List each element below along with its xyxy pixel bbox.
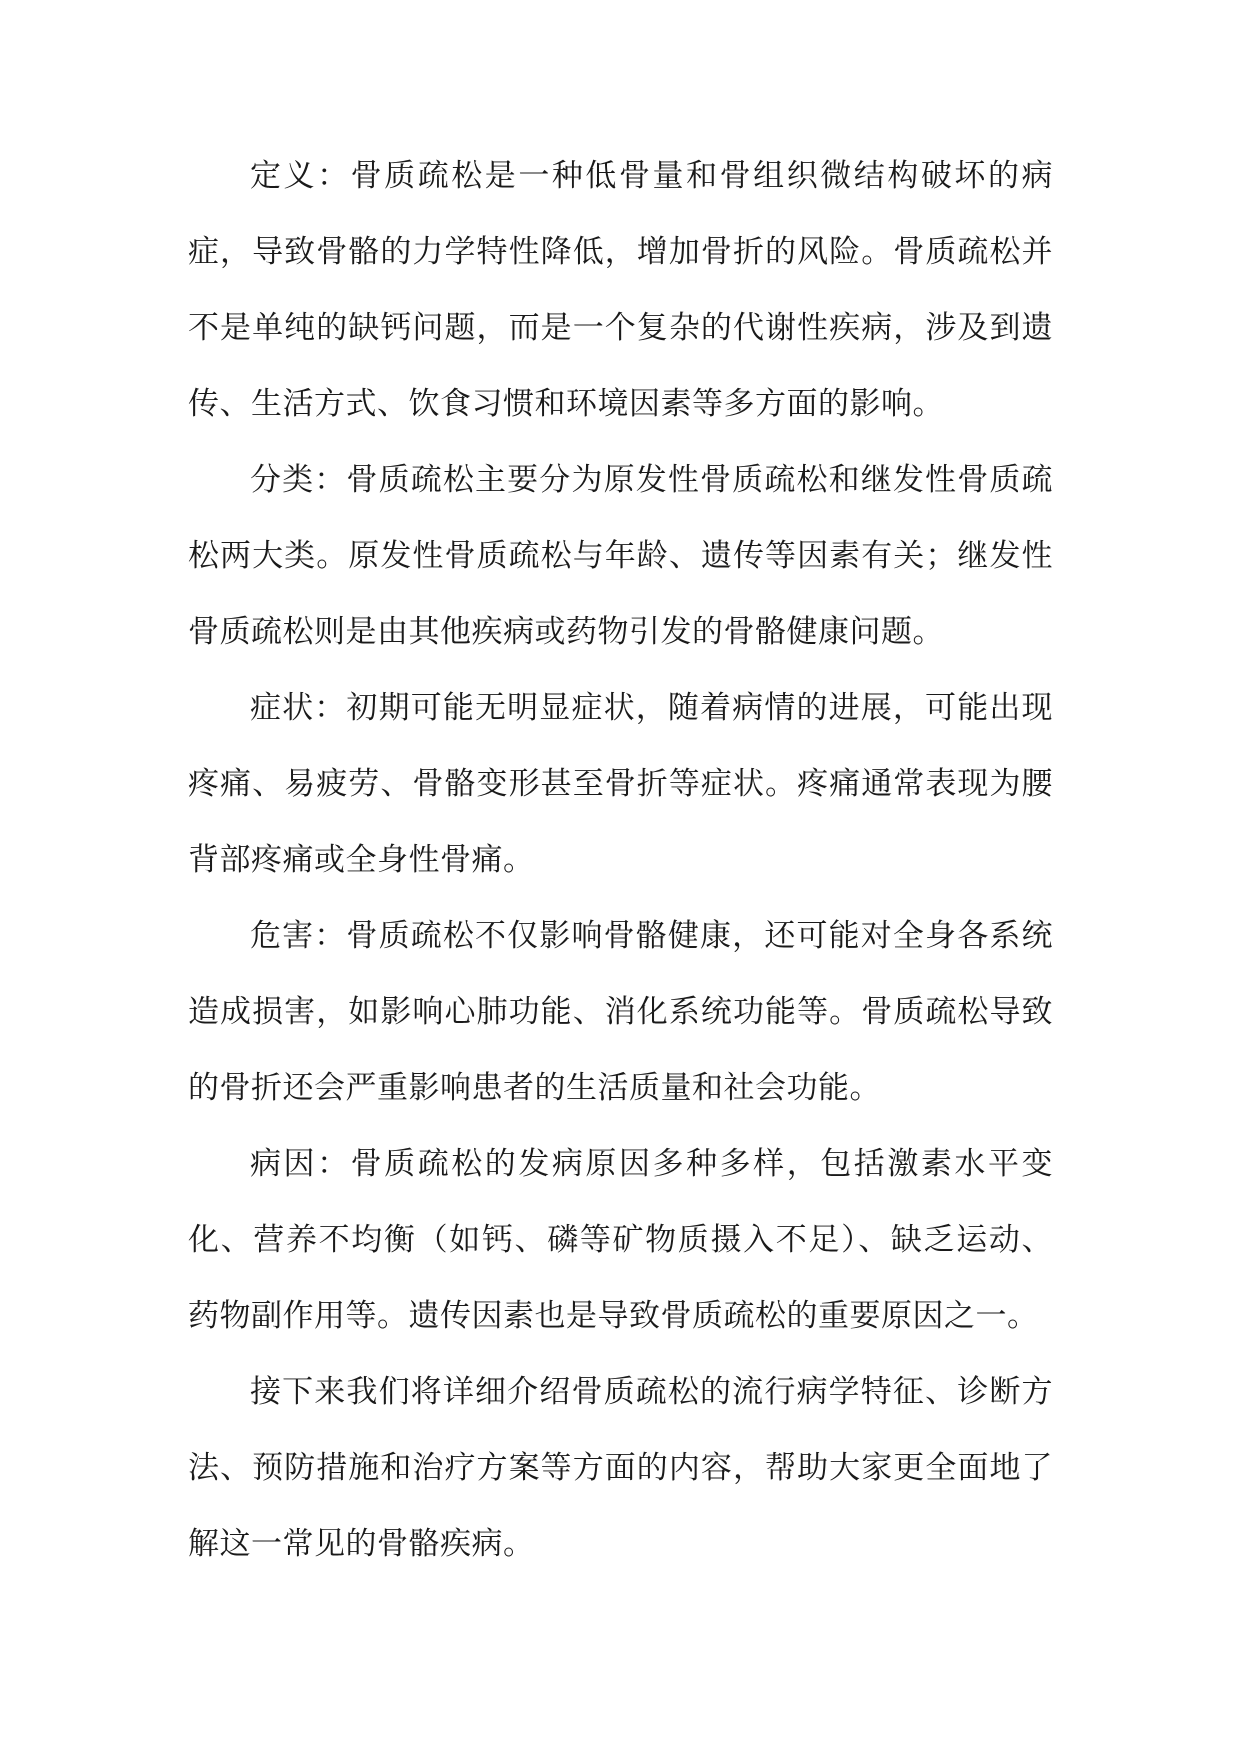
paragraph-causes: 病因：骨质疏松的发病原因多种多样，包括激素水平变化、营养不均衡（如钙、磷等矿物质摄入不足）、缺乏运动、药物副作用等。遗传因素也是导致骨质疏松的重要原因之一。 bbox=[188, 1146, 1053, 1334]
paragraph-harm: 危害：骨质疏松不仅影响骨骼健康，还可能对全身各系统造成损害，如影响心肺功能、消化系统功能等。骨质疏松导致的骨折还会严重影响患者的生活质量和社会功能。 bbox=[188, 918, 1053, 1106]
paragraph-classification: 分类：骨质疏松主要分为原发性骨质疏松和继发性骨质疏松两大类。原发性骨质疏松与年龄、遗传等因素有关；继发性骨质疏松则是由其他疾病或药物引发的骨骼健康问题。 bbox=[188, 462, 1053, 650]
paragraph-definition: 定义：骨质疏松是一种低骨量和骨组织微结构破坏的病症，导致骨骼的力学特性降低，增加骨折的风险。骨质疏松并不是单纯的缺钙问题，而是一个复杂的代谢性疾病，涉及到遗传、生活方式、饮食习惯和环境因素等多方面的影响。 bbox=[188, 158, 1053, 422]
paragraph-symptoms: 症状：初期可能无明显症状，随着病情的进展，可能出现疼痛、易疲劳、骨骼变形甚至骨折等症状。疼痛通常表现为腰背部疼痛或全身性骨痛。 bbox=[188, 690, 1053, 878]
document-body bbox=[188, 138, 1053, 1582]
paragraph-next: 接下来我们将详细介绍骨质疏松的流行病学特征、诊断方法、预防措施和治疗方案等方面的内容，帮助大家更全面地了解这一常见的骨骼疾病。 bbox=[188, 1374, 1053, 1562]
